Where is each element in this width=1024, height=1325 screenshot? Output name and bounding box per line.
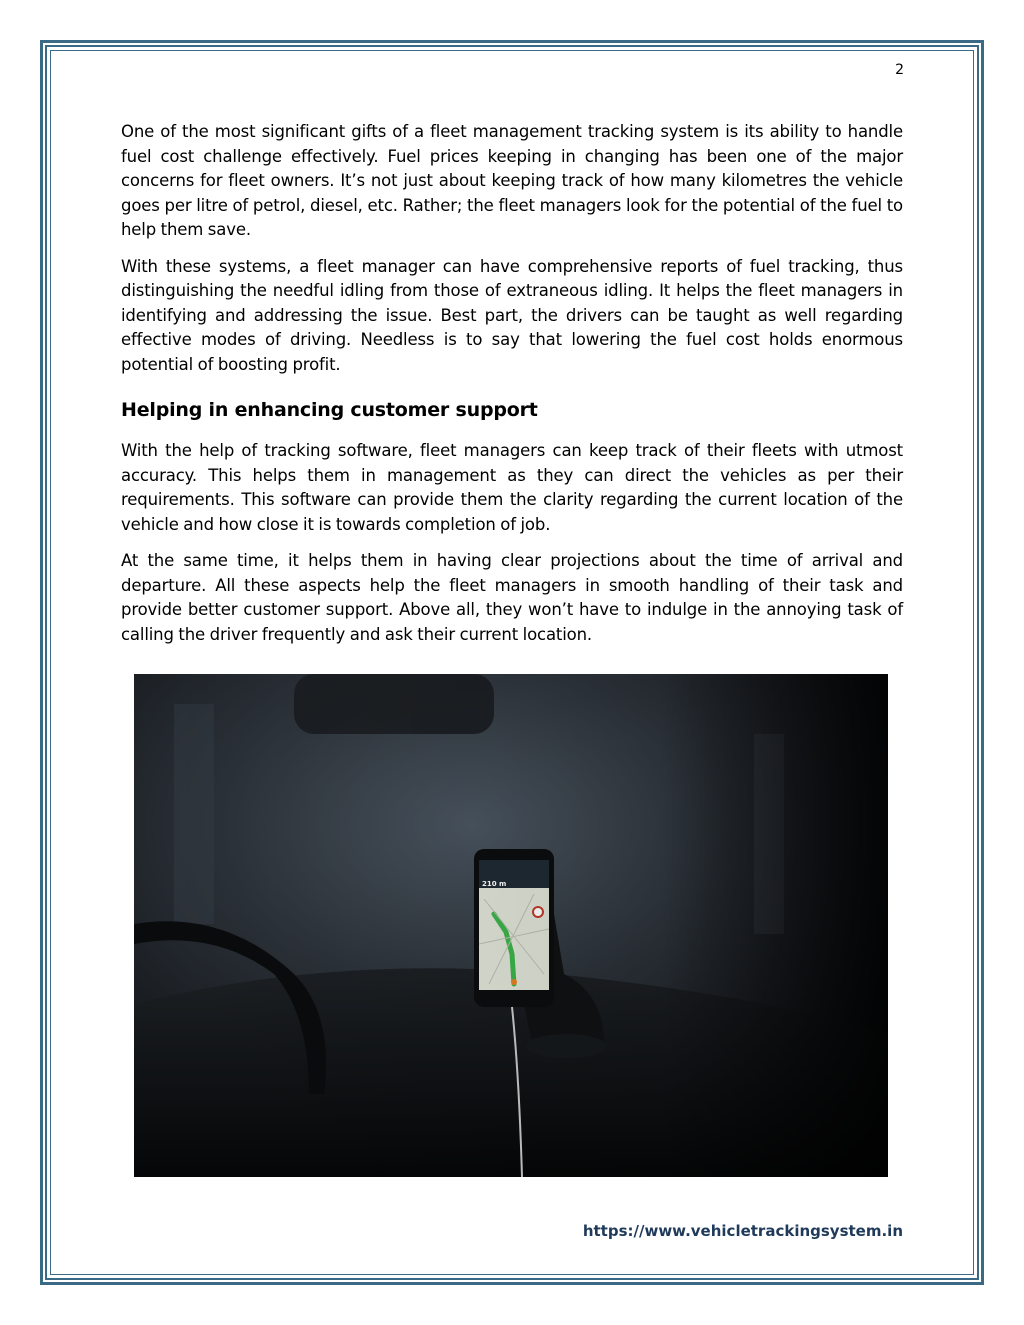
- document-body: [121, 120, 903, 659]
- page-number: 2: [895, 62, 904, 78]
- paragraph-arrival-projections: At the same time, it helps them in having clear projections about the time of arrival and departure. All these aspects help the fleet managers in smooth handling of their task and provide better customer support. Above all, they won’t have to indulge in the annoying task of calling the driver frequently and ask their current location.: [121, 551, 903, 644]
- paragraph-tracking-accuracy: With the help of tracking software, fleet managers can keep track of their fleets with utmost accuracy. This helps them in management as they can direct the vehicles as per their requirements. This software can provide them the clarity regarding the current location of the vehicle and how close it is towards completion of job.: [121, 441, 903, 534]
- paragraph-fuel-reports: With these systems, a fleet manager can have comprehensive reports of fuel tracking, thus distinguishing the needful idling from those of extraneous idling. It helps the fleet managers in identifying and addressing the issue. Best part, the drivers can be taught as well regarding effective modes of driving. Needless is to say that lowering the fuel cost holds enormous potential of boosting profit.: [121, 256, 903, 374]
- footer-website-link[interactable]: https://www.vehicletrackingsystem.in: [582, 1222, 903, 1240]
- phone-navigation-photo: [134, 674, 888, 1177]
- photo-illustration: [134, 674, 888, 1177]
- paragraph-fuel-cost: One of the most significant gifts of a fleet management tracking system is its ability to handle fuel cost challenge effectively. Fuel prices keeping in changing has been one of the major concerns for fleet owners. It’s not just about keeping track of how many kilometres the vehicle goes per litre of petrol, diesel, etc. Rather; the fleet managers look for the potential of the fuel to help them save.: [121, 122, 903, 239]
- section-heading: Helping in enhancing customer support: [121, 399, 538, 421]
